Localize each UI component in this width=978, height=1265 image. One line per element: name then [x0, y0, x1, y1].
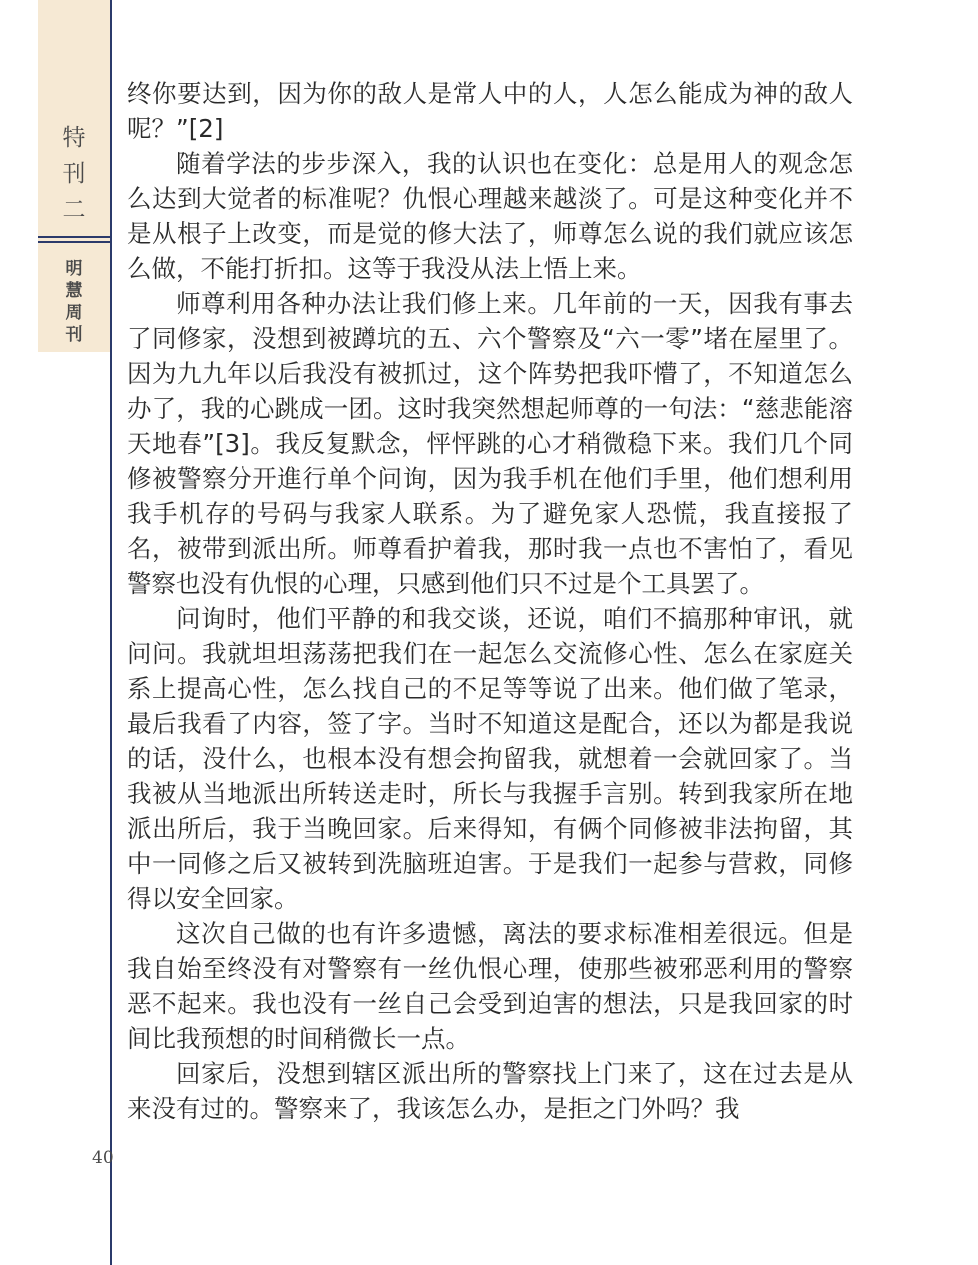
paragraph: 问询时，他们平静的和我交谈，还说，咱们不搞那种审讯，就问问。我就坦坦荡荡把我们在一起怎么交流修心性、怎么在家庭关系上提高心性，怎么找自己的不足等等说了出来。他们做了笔录，最后我看了内容，签了字。当时不知道这是配合，还以为都是我说的话，没什么，也根本没有想会拘留我，就想着一会就回家了。当我被从当地派出所转送走时，所长与我握手言别。转到我家所在地派出所后，我于当晚回家。后来得知，有俩个同修被非法拘留，其中一同修之后又被转到洗脑班迫害。于是我们一起参与营救，同修得以安全回家。 [127, 604, 853, 913]
tab-divider-rule [38, 241, 112, 243]
paragraph: 这次自己做的也有许多遗憾，离法的要求标准相差很远。但是我自始至终没有对警察有一丝仇恨心理，使那些被邪恶利用的警察恶不起来。我也没有一丝自己会受到迫害的想法，只是我回家的时间比我预想的时间稍微长一点。 [127, 919, 853, 1053]
paragraph: 随着学法的步步深入，我的认识也在变化：总是用人的观念怎么达到大觉者的标准呢？仇恨心理越来越淡了。可是这种变化并不是从根子上改变，而是觉的修大法了，师尊怎么说的我们就应该怎么做，不能打折扣。这等于我没从法上悟上来。 [127, 149, 853, 283]
issue-label [38, 120, 110, 228]
magazine-name [38, 258, 110, 346]
issue-char: 二 [62, 197, 86, 223]
paragraph: 终你要达到，因为你的敌人是常人中的人，人怎么能成为神的敌人呢？”[2] [127, 79, 853, 143]
paragraph: 师尊利用各种办法让我们修上来。几年前的一天，因我有事去了同修家，没想到被蹲坑的五、六个警察及“六一零”堵在屋里了。因为九九年以后我没有被抓过，这个阵势把我吓懵了，不知道怎么办了，我的心跳成一团。这时我突然想起师尊的一句法：“慈悲能溶天地春”[3]。我反复默念，怦怦跳的心才稍微稳下来。我们几个同修被警察分开進行单个问询，因为我手机在他们手里，他们想利用我手机存的号码与我家人联系。为了避免家人恐慌，我直接报了名，被带到派出所。师尊看护着我，那时我一点也不害怕了，看见警察也没有仇恨的心理，只感到他们只不过是个工具罢了。 [127, 289, 853, 598]
magazine-side-tab [38, 0, 112, 352]
issue-char: 刊 [62, 161, 86, 187]
magazine-name-char: 慧 [65, 281, 83, 301]
tab-divider-rule [38, 236, 112, 238]
paragraph: 回家后，没想到辖区派出所的警察找上门来了，这在过去是从来没有过的。警察来了，我该怎么办，是拒之门外吗？我 [127, 1059, 853, 1123]
magazine-name-char: 明 [65, 259, 83, 279]
page-edge-line [110, 352, 112, 1265]
magazine-name-char: 周 [65, 303, 83, 323]
article-body [127, 76, 853, 1126]
magazine-name-char: 刊 [65, 325, 83, 345]
page-number: 40 [92, 1148, 114, 1168]
issue-char: 特 [62, 125, 86, 151]
